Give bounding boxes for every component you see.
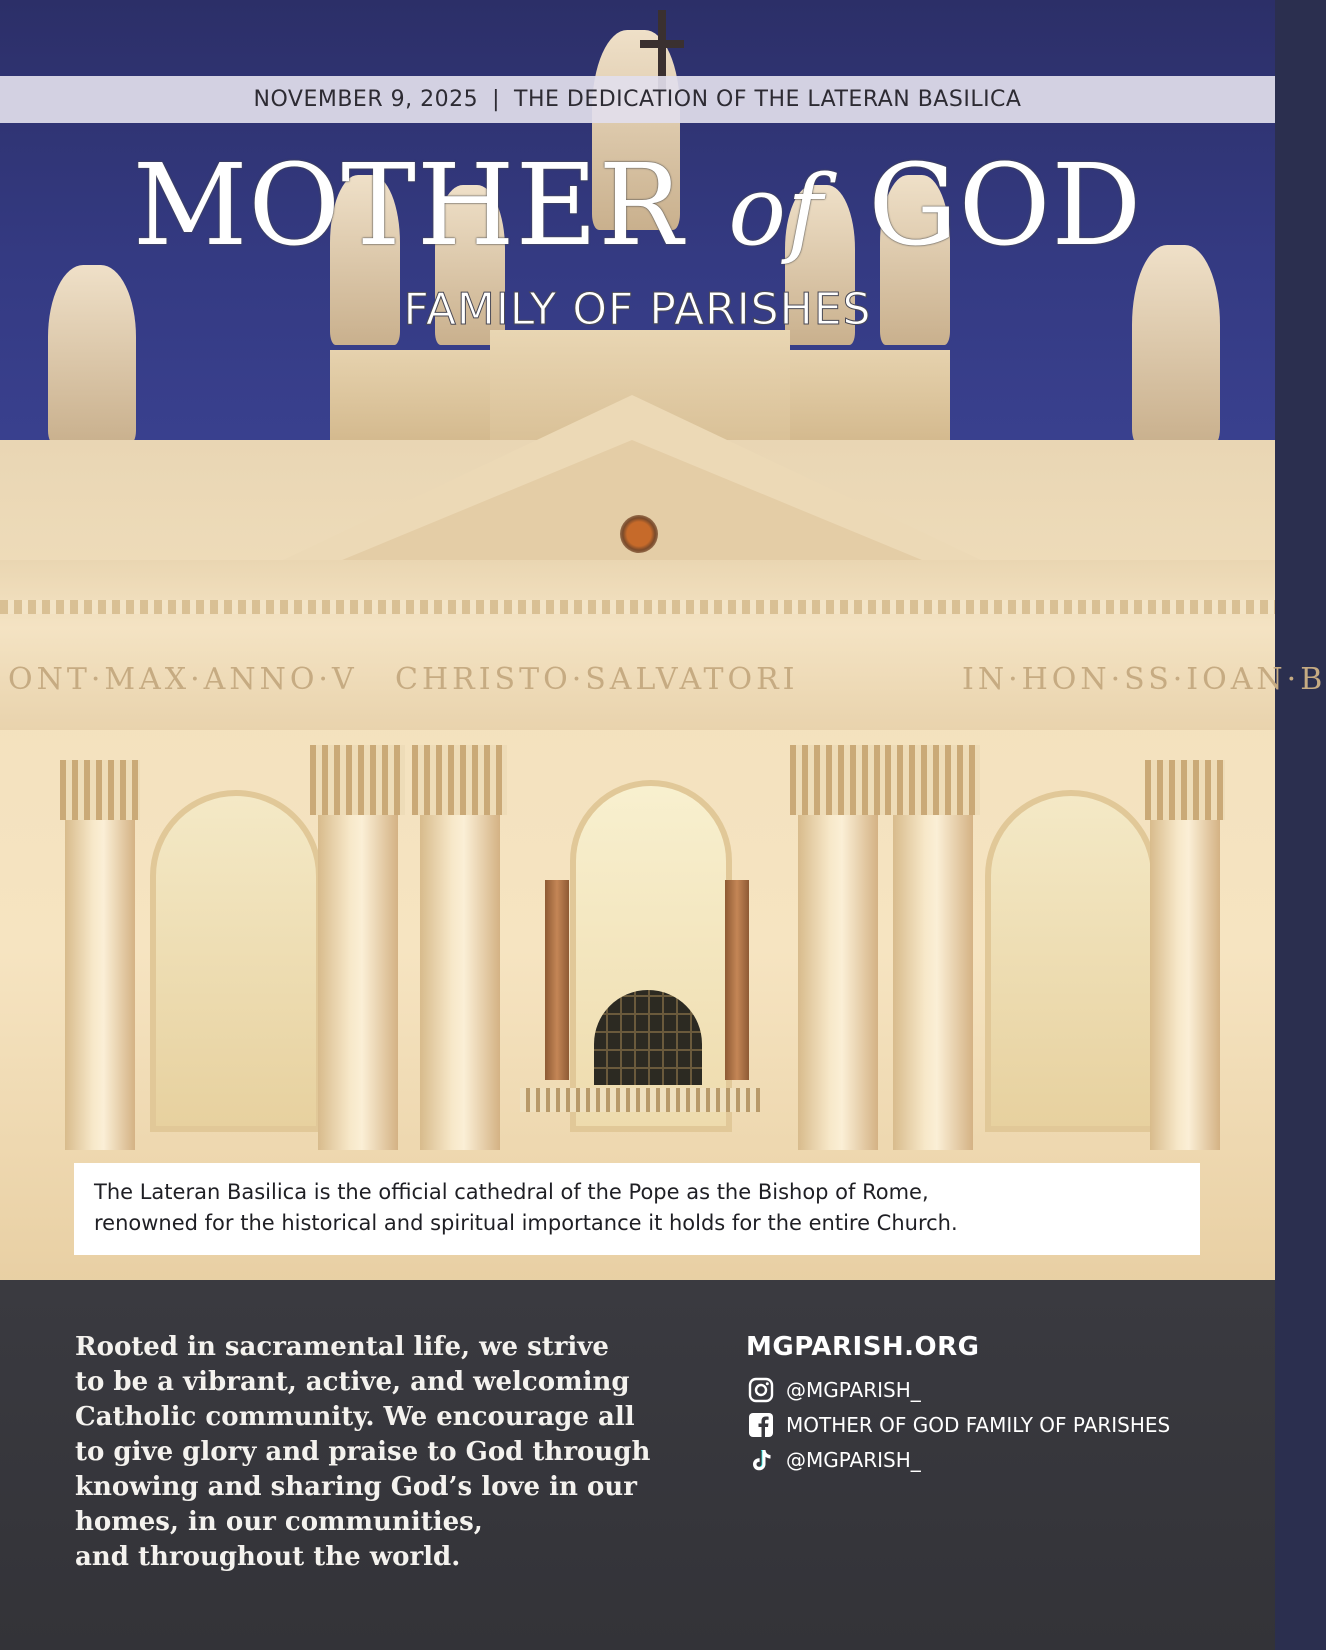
entablature [0,560,1275,730]
website-link[interactable]: MGPARISH.ORG [746,1332,980,1362]
loggia-balustrade [520,1088,760,1112]
social-facebook[interactable] [746,1410,1170,1440]
date-banner [0,76,1275,123]
photo-caption [74,1163,1200,1255]
cross-bar [640,40,684,48]
column-capital [60,760,140,820]
mission-line: Catholic community. We encourage all [75,1402,635,1432]
mission-statement [75,1330,695,1575]
column [893,815,973,1150]
dentil-molding [0,600,1275,614]
mission-line: knowing and sharing God’s love in our [75,1472,637,1502]
facebook-icon [746,1410,776,1440]
caption-line-2: renowned for the historical and spiritual importance it holds for the entire Church. [94,1211,958,1235]
bulletin-date: NOVEMBER 9, 2025 [253,87,479,112]
title-of: of [728,155,824,267]
social-tiktok[interactable] [746,1445,921,1475]
mission-line: to be a vibrant, active, and welcoming [75,1367,630,1397]
mission-line: and throughout the world. [75,1542,461,1572]
inner-column [545,880,569,1080]
arch-left [150,790,322,1132]
column-capital [1145,760,1225,820]
column [1150,820,1220,1150]
title-mother: MOTHER [132,141,684,271]
date-separator: | [492,87,500,112]
column-capital [790,745,885,815]
column [798,815,878,1150]
facebook-page: MOTHER OF GOD FAMILY OF PARISHES [786,1413,1171,1437]
caption-line-1: The Lateran Basilica is the official cathedral of the Pope as the Bishop of Rome, [94,1180,929,1204]
instagram-handle: @MGPARISH_ [786,1378,921,1402]
statue-right [1132,245,1220,445]
column-capital [310,745,405,815]
title-god: GOD [868,141,1143,271]
mission-line: Rooted in sacramental life, we strive [75,1332,609,1362]
medallion-icon [620,515,658,553]
masthead-subtitle: FAMILY OF PARISHES [403,284,872,335]
column [420,815,500,1150]
inscription-left: ONT·MAX·ANNO·V [8,662,358,697]
arch-right [985,790,1157,1132]
mission-line: homes, in our communities, [75,1507,483,1537]
mission-line: to give glory and praise to God through [75,1437,651,1467]
social-instagram[interactable] [746,1375,921,1405]
tiktok-icon [746,1445,776,1475]
feast-title: THE DEDICATION OF THE LATERAN BASILICA [514,87,1022,112]
inscription-right: IN·HON·SS·IOAN·B [962,662,1326,697]
instagram-icon [746,1375,776,1405]
column-capital [885,745,980,815]
tiktok-handle: @MGPARISH_ [786,1448,921,1472]
column [318,815,398,1150]
inscription-center: CHRISTO·SALVATORI [395,662,799,697]
masthead-title [0,141,1275,271]
inner-column [725,880,749,1080]
column [65,820,135,1150]
column-capital [412,745,507,815]
